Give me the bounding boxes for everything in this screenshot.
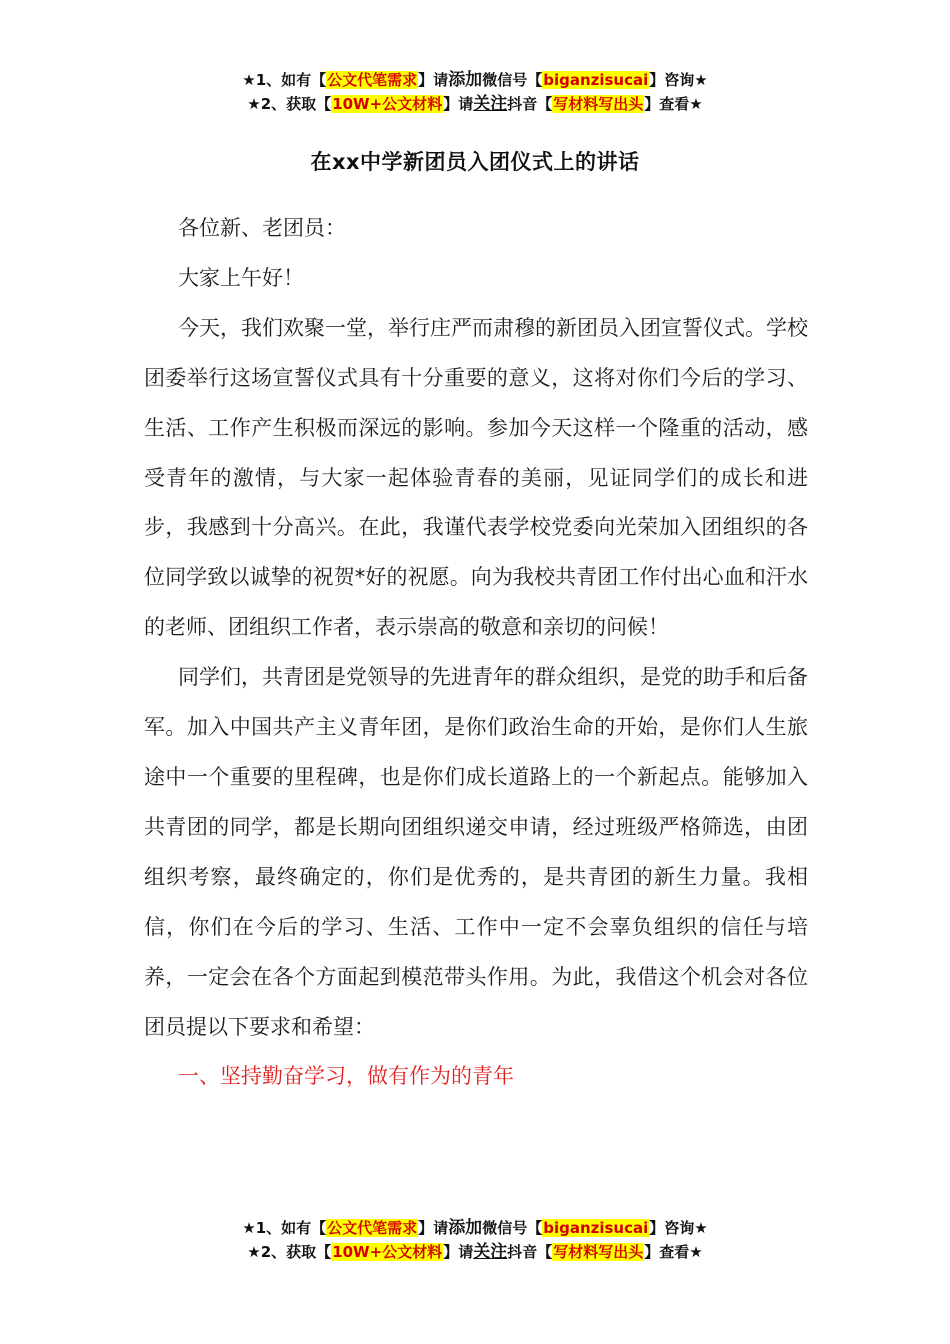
banner-text: ★1、如有【 [242, 71, 327, 89]
banner-text: ★2、获取【 [247, 1243, 332, 1261]
banner-text: 】请 [443, 95, 474, 113]
banner-line-1 [0, 68, 950, 92]
document-body [144, 204, 808, 1102]
banner-emphasis: 添加 [448, 70, 483, 90]
banner-highlight: 公文代笔需求 [327, 71, 418, 89]
footer-banner [0, 1216, 950, 1264]
banner-emphasis: 添加 [448, 1218, 483, 1238]
banner-highlight: 公文代笔需求 [327, 1219, 418, 1237]
banner-text: 微信号【 [482, 71, 543, 89]
banner-text: 微信号【 [482, 1219, 543, 1237]
paragraph-1: 今天，我们欢聚一堂，举行庄严而肃穆的新团员入团宣誓仪式。学校团委举行这场宣誓仪式具有十分重要的意义，这将对你们今后的学习、生活、工作产生积极而深远的影响。参加今天这样一个隆重的活动，感受青年的激情，与大家一起体验青春的美丽，见证同学们的成长和进步，我感到十分高兴。在此，我谨代表学校党委向光荣加入团组织的各位同学致以诚挚的祝贺*好的祝愿。向为我校共青团工作付出心血和汗水的老师、团组织工作者，表示崇高的敬意和亲切的问候！ [144, 315, 808, 640]
paragraph-2: 同学们，共青团是党领导的先进青年的群众组织，是党的助手和后备军。加入中国共产主义青年团，是你们政治生命的开始，是你们人生旅途中一个重要的里程碑，也是你们成长道路上的一个新起点。能够加入共青团的同学，都是长期向团组织递交申请，经过班级严格筛选，由团组织考察，最终确定的，你们是优秀的，是共青团的新生力量。我相信，你们在今后的学习、生活、工作中一定不会辜负组织的信任与培养，一定会在各个方面起到模范带头作用。为此，我借这个机会对各位团员提以下要求和希望： [144, 665, 808, 1039]
banner-text: 】请 [418, 71, 449, 89]
banner-text: 抖音【 [507, 1243, 553, 1261]
banner-text: 】咨询★ [649, 1219, 708, 1237]
banner-line-2 [0, 1240, 950, 1264]
banner-emphasis: 关注 [473, 1242, 508, 1262]
banner-highlight: 写材料写出头 [553, 95, 644, 113]
banner-text: 】咨询★ [649, 71, 708, 89]
banner-text: 】查看★ [644, 95, 703, 113]
banner-highlight: 10W+公文材料 [332, 95, 443, 113]
banner-highlight: biganzisucai [543, 1219, 649, 1237]
header-banner [0, 68, 950, 116]
banner-highlight: biganzisucai [543, 71, 649, 89]
banner-text: 】请 [443, 1243, 474, 1261]
banner-text: ★2、获取【 [247, 95, 332, 113]
greeting: 大家上午好！ [178, 265, 304, 290]
section-heading-1: 一、坚持勤奋学习，做有作为的青年 [178, 1064, 514, 1089]
banner-text: ★1、如有【 [242, 1219, 327, 1237]
banner-line-1 [0, 1216, 950, 1240]
banner-emphasis: 关注 [473, 94, 508, 114]
document-title: 在xx中学新团员入团仪式上的讲话 [310, 150, 640, 174]
salutation: 各位新、老团员： [178, 216, 346, 240]
banner-highlight: 写材料写出头 [553, 1243, 644, 1261]
banner-line-2 [0, 92, 950, 116]
banner-highlight: 10W+公文材料 [332, 1243, 443, 1261]
banner-text: 】请 [418, 1219, 449, 1237]
banner-text: 】查看★ [644, 1243, 703, 1261]
banner-text: 抖音【 [507, 95, 553, 113]
